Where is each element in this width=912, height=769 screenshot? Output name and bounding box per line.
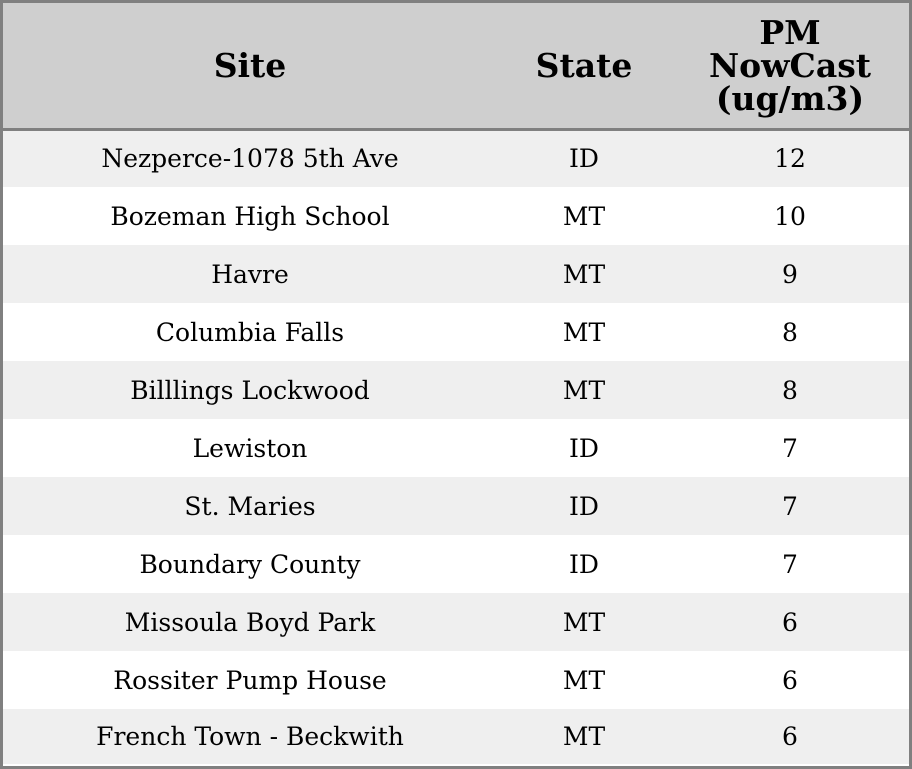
cell-state: MT: [562, 607, 606, 637]
header-row: [3, 3, 909, 129]
cell-site: Havre: [211, 259, 289, 289]
cell-state: MT: [562, 259, 606, 289]
cell-state: ID: [569, 144, 599, 174]
cell-state: MT: [562, 665, 606, 695]
cell-pm-value: 7: [782, 433, 798, 463]
cell-site: Lewiston: [192, 433, 308, 463]
cell-pm-value: 6: [782, 665, 798, 695]
header-pm-nowcast: [671, 3, 909, 129]
table-row: [3, 535, 909, 593]
cell-site: Billlings Lockwood: [130, 375, 370, 405]
cell-pm-value: 7: [782, 549, 798, 579]
cell-pm-value: 6: [782, 722, 798, 751]
cell-site: Missoula Boyd Park: [124, 607, 376, 637]
table-row: [3, 245, 909, 303]
cell-pm-value: 8: [782, 375, 798, 405]
table-row: [3, 361, 909, 419]
cell-site: Bozeman High School: [110, 201, 390, 231]
table-row: [3, 419, 909, 477]
table-row: [3, 651, 909, 709]
cell-pm-value: 9: [782, 259, 798, 289]
cell-state: ID: [569, 433, 599, 463]
header-pm-line-3: (ug/m3): [715, 78, 865, 118]
header-pm-line-2: NowCast: [708, 45, 872, 85]
table-row: [3, 187, 909, 245]
cell-pm-value: 7: [782, 491, 798, 521]
table-row: [3, 303, 909, 361]
table-row: [3, 477, 909, 535]
cell-state: MT: [562, 201, 606, 231]
header-pm-line-1: PM: [759, 12, 821, 52]
table-body: [3, 129, 909, 764]
cell-site: Rossiter Pump House: [113, 665, 387, 695]
header-state: State: [497, 3, 671, 129]
cell-pm-value: 8: [782, 317, 798, 347]
cell-pm-value: 12: [774, 144, 806, 174]
cell-site: Nezperce-1078 5th Ave: [101, 144, 399, 174]
cell-pm-value: 10: [774, 201, 806, 231]
table-row: [3, 709, 909, 764]
cell-site: Columbia Falls: [155, 317, 345, 347]
table-header: [3, 3, 909, 129]
pm-nowcast-table: [3, 3, 909, 764]
cell-state: ID: [569, 491, 599, 521]
cell-state: MT: [562, 722, 606, 751]
cell-pm-value: 6: [782, 607, 798, 637]
cell-site: Boundary County: [139, 549, 361, 579]
table-row: [3, 593, 909, 651]
header-site: Site: [3, 3, 497, 129]
cell-site: St. Maries: [184, 491, 316, 521]
cell-state: MT: [562, 317, 606, 347]
cell-state: MT: [562, 375, 606, 405]
cell-site: French Town - Beckwith: [96, 722, 404, 751]
cell-state: ID: [569, 549, 599, 579]
table-row: [3, 129, 909, 187]
